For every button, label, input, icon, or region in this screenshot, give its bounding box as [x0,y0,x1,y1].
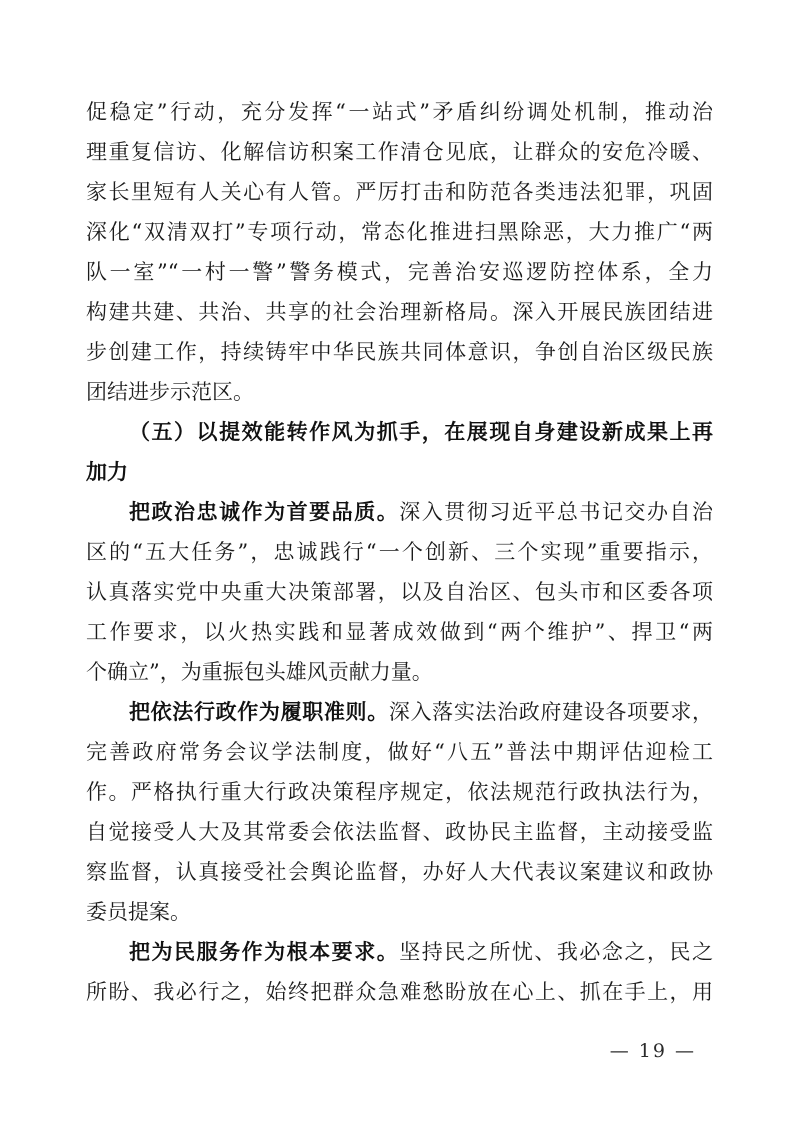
body-text-line [86,332,713,372]
body-text-line [86,692,713,732]
text-segment: 区的“五大任务”，忠诚践行“一个创新、三个实现”重要指示， [86,540,713,564]
text-segment: 个确立”，为重振包头雄风贡献力量。 [86,660,433,684]
text-segment: 理重复信访、化解信访积案工作清仓见底，让群众的安危冷暖、 [86,140,713,164]
text-segment: 作。严格执行重大行政决策程序规定，依法规范行政执法行为， [86,780,713,804]
body-text-line [86,492,713,532]
bold-text-segment: 把依法行政作为履职准则。 [129,699,389,724]
body-text-line [86,212,713,252]
text-segment: 所盼、我必行之，始终把群众急难愁盼放在心上、抓在手上，用 [86,980,713,1004]
text-segment: 深入贯彻习近平总书记交办自治 [399,500,713,524]
text-segment: 家长里短有人关心有人管。严厉打击和防范各类违法犯罪，巩固 [86,180,713,204]
body-text-line [86,92,713,132]
body-text-line [86,932,713,972]
body-text-line [86,732,713,772]
text-segment: 深化“双清双打”专项行动，常态化推进扫黑除恶，大力推广“两 [86,220,713,244]
text-segment: 团结进步示范区。 [86,380,254,404]
text-segment: 促稳定”行动，充分发挥“一站式”矛盾纠纷调处机制，推动治 [86,100,713,124]
body-text-line [86,852,713,892]
body-text-line [86,132,713,172]
body-text-line [86,292,713,332]
text-segment: 构建共建、共治、共享的社会治理新格局。深入开展民族团结进 [86,300,713,324]
body-text-line [86,372,713,412]
body-text-line [86,612,713,652]
text-segment: 完善政府常务会议学法制度，做好“八五”普法中期评估迎检工 [86,740,713,764]
text-segment: 察监督，认真接受社会舆论监督，办好人大代表议案建议和政协 [86,860,713,884]
text-segment: 委员提案。 [86,900,191,924]
bold-text-segment: 把政治忠诚作为首要品质。 [129,499,400,524]
section-heading-line [86,452,713,492]
body-text-line [86,972,713,1012]
text-segment: 步创建工作，持续铸牢中华民族共同体意识，争创自治区级民族 [86,340,713,364]
section-heading-line [86,412,713,452]
body-text-line [86,252,713,292]
bold-text-segment: 把为民服务作为根本要求。 [129,939,400,964]
text-segment: 深入落实法治政府建设各项要求， [388,700,713,724]
bold-text-segment: 加力 [86,459,128,484]
body-text-line [86,172,713,212]
text-segment: 队一室”“一村一警”警务模式，完善治安巡逻防控体系，全力 [86,260,713,284]
page-number: — 19 — [609,1040,696,1062]
body-text-line [86,772,713,812]
body-text-line [86,572,713,612]
body-text-line [86,812,713,852]
text-segment: 工作要求，以火热实践和显著成效做到“两个维护”、捍卫“两 [86,620,713,644]
text-segment: 认真落实党中央重大决策部署，以及自治区、包头市和区委各项 [86,580,713,604]
body-text-line [86,652,713,692]
body-text-line [86,892,713,932]
bold-text-segment: （五）以提效能转作风为抓手，在展现自身建设新成果上再 [129,419,713,444]
document-body [86,92,713,1012]
body-text-line [86,532,713,572]
text-segment: 自觉接受人大及其常委会依法监督、政协民主监督，主动接受监 [86,820,713,844]
text-segment: 坚持民之所忧、我必念之，民之 [399,940,713,964]
